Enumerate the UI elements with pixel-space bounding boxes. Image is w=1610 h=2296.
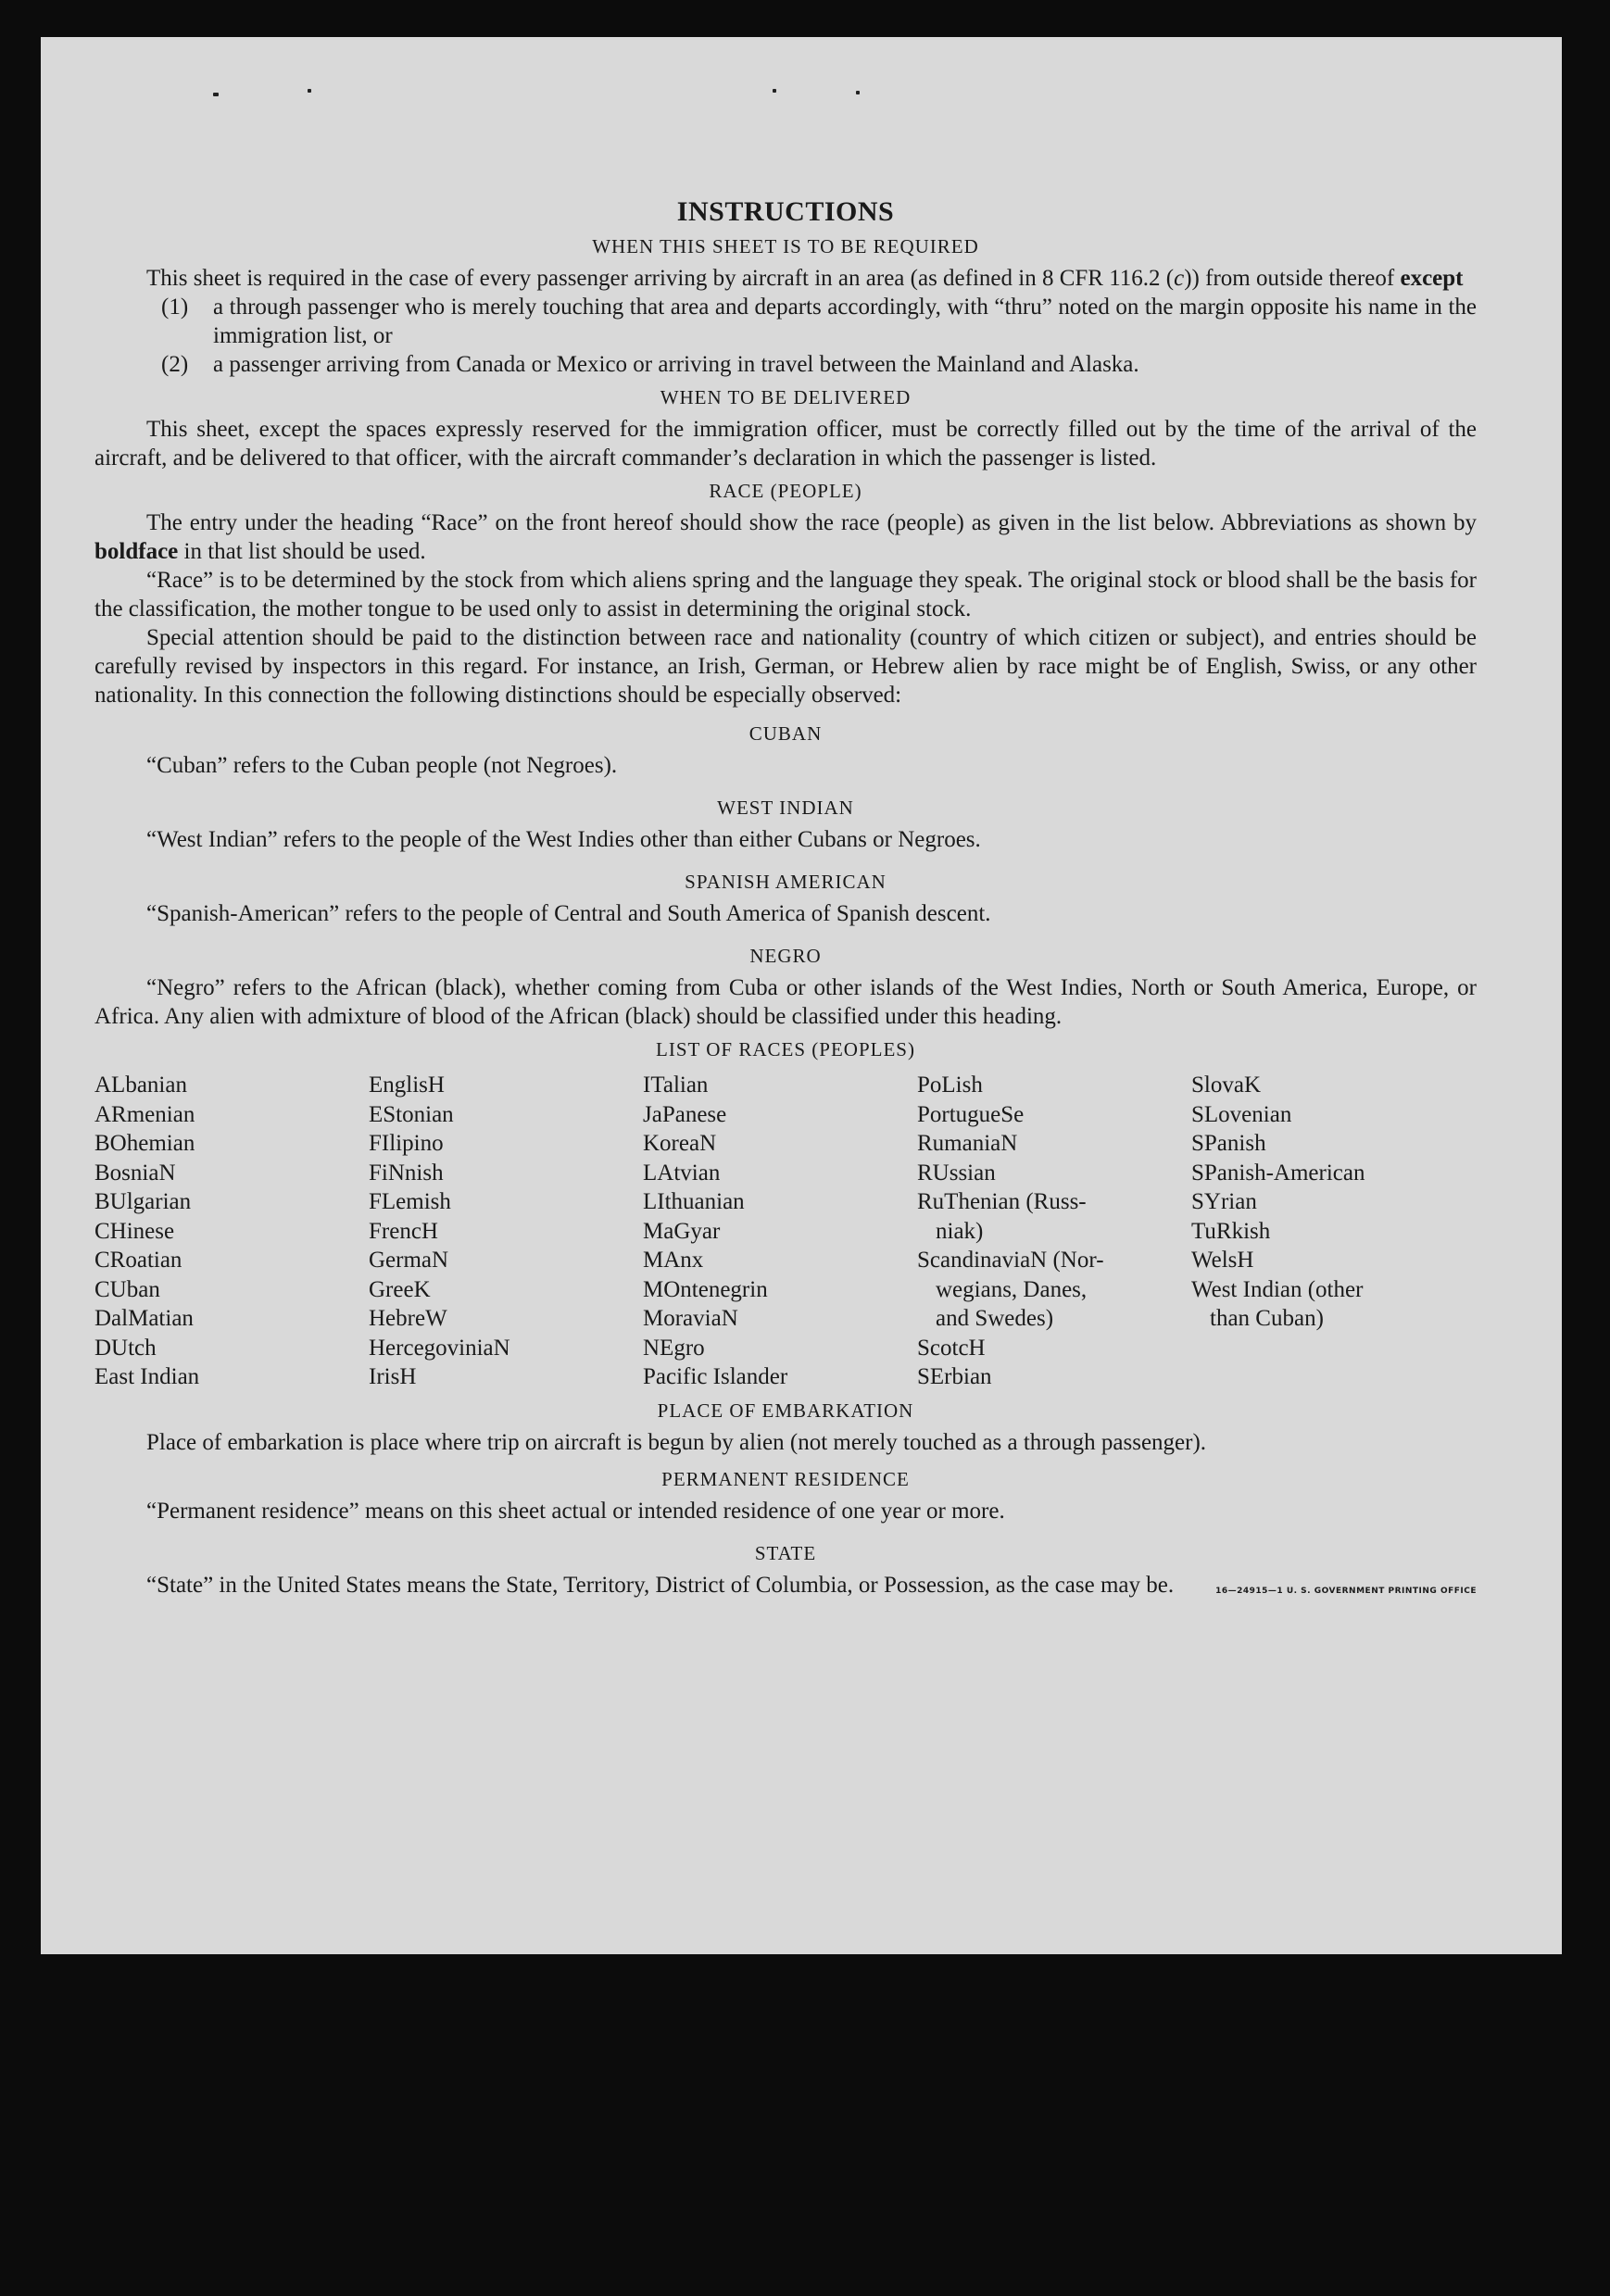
required-paragraph: This sheet is required in the case of every passenger arriving by aircraft in an area (as defined in 8 CFR 116.2 (c)) from outside thereof except [146, 266, 1464, 291]
race-entry: FIlipino [369, 1131, 444, 1156]
race-entry: DalMatian [94, 1306, 194, 1331]
section-heading-required: WHEN THIS SHEET IS TO BE REQUIRED [592, 235, 979, 257]
race-entry: BosniaN [94, 1160, 176, 1186]
west-indian-paragraph: “West Indian” refers to the people of the West Indies other than either Cubans or Negroes. [146, 827, 981, 852]
race-entry: SPanish-American [1191, 1160, 1365, 1186]
race-entry: IrisH [369, 1364, 417, 1389]
race-entry: EnglisH [369, 1073, 445, 1098]
race-entry: BUlgarian [94, 1189, 192, 1214]
race-entry: LAtvian [643, 1160, 721, 1186]
speck-mark [856, 91, 860, 94]
section-heading-embarkation: PLACE OF EMBARKATION [657, 1399, 914, 1422]
race-entry: NEgro [643, 1335, 705, 1361]
instruction-sheet [41, 37, 1562, 1954]
race-entry: WelsH [1191, 1248, 1254, 1273]
spanish-american-paragraph: “Spanish-American” refers to the people of Central and South America of Spanish descent. [146, 901, 991, 926]
race-entry: DUtch [94, 1335, 157, 1361]
race-entry: PortugueSe [917, 1101, 1025, 1127]
races-column-3 [643, 1071, 917, 1392]
race-entry: niak) [936, 1218, 984, 1244]
race-entry: ALbanian [94, 1073, 187, 1098]
race-entry: than Cuban) [1210, 1306, 1324, 1331]
race-entry: MoraviaN [643, 1306, 738, 1331]
race-entry: MAnx [643, 1248, 704, 1273]
section-heading-cuban: CUBAN [748, 722, 823, 745]
section-heading-delivered: WHEN TO BE DELIVERED [660, 386, 912, 408]
race-entry: CRoatian [94, 1248, 182, 1273]
race-entry: wegians, Danes, [936, 1276, 1088, 1302]
race-entry: RuThenian (Russ- [917, 1189, 1087, 1214]
race-entry: JaPanese [643, 1101, 727, 1127]
section-heading-negro: NEGRO [749, 945, 822, 967]
race-entry: FiNnish [369, 1160, 444, 1186]
race-entry: KoreaN [643, 1131, 717, 1156]
printing-office-code: 16—24915—1 U. S. GOVERNMENT PRINTING OFFICE [1215, 1586, 1477, 1596]
race-entry: ARmenian [94, 1101, 195, 1127]
race-entry: RUssian [917, 1160, 996, 1186]
race-entry: MaGyar [643, 1218, 721, 1244]
race-entry: TuRkish [1191, 1218, 1271, 1244]
exception-item-2: (2) a passenger arriving from Canada or Mexico or arriving in travel between the Mainland and Alaska. [161, 352, 1139, 377]
race-entry: CUban [94, 1276, 160, 1302]
race-entry: West Indian (other [1191, 1276, 1364, 1302]
delivered-paragraph: This sheet, except the spaces expressly reserved for the immigration officer, must be correctly filled out by the time of the arrival of the aircraft, and be delivered to that officer, with the aircraft commander’s declaration in which the passenger is listed. [94, 417, 1477, 470]
race-entry: MOntenegrin [643, 1276, 768, 1302]
speck-mark [308, 89, 311, 93]
race-entry: ITalian [643, 1073, 709, 1098]
race-entry: ScandinaviaN (Nor- [917, 1248, 1104, 1273]
race-entry: GermaN [369, 1248, 449, 1273]
races-column-1 [94, 1071, 369, 1392]
race-entry: PoLish [917, 1073, 983, 1098]
races-column-2 [369, 1071, 643, 1392]
race-paragraph-2: “Race” is to be determined by the stock from which aliens spring and the language they speak. The original stock or blood shall be the basis for the classification, the mother tongue to be used only to assist in determining the original stock. [94, 568, 1477, 621]
race-entry: SLovenian [1191, 1101, 1292, 1127]
residence-paragraph: “Permanent residence” means on this sheet actual or intended residence of one year or more. [146, 1498, 1005, 1524]
race-paragraph-3: Special attention should be paid to the distinction between race and nationality (country of which citizen or subject), and entries should be carefully revised by inspectors in this regard. For instance, an Irish, German, or Hebrew alien by race might be of English, Swiss, or any other nationality. In this connection the following distinctions should be especially observed: [94, 625, 1477, 708]
section-heading-spanish-american: SPANISH AMERICAN [685, 871, 887, 893]
section-heading-races-list: LIST OF RACES (PEOPLES) [656, 1038, 915, 1060]
section-heading-residence: PERMANENT RESIDENCE [661, 1467, 910, 1490]
race-entry: and Swedes) [936, 1306, 1054, 1331]
race-entry: ScotcH [917, 1335, 986, 1361]
races-column-4 [917, 1071, 1191, 1392]
embarkation-paragraph: Place of embarkation is place where trip on aircraft is begun by alien (not merely touched as a through passenger). [146, 1429, 1207, 1455]
page-title: INSTRUCTIONS [676, 196, 895, 227]
race-entry: HercegoviniaN [369, 1335, 510, 1361]
race-entry: EStonian [369, 1101, 454, 1127]
race-entry: HebreW [369, 1306, 447, 1331]
race-entry: GreeK [369, 1276, 431, 1302]
speck-mark [773, 89, 776, 93]
race-entry: FLemish [369, 1189, 451, 1214]
race-entry: RumaniaN [917, 1131, 1018, 1156]
race-entry: SErbian [917, 1364, 992, 1389]
section-heading-west-indian: WEST INDIAN [717, 797, 854, 819]
race-entry: LIthuanian [643, 1189, 745, 1214]
section-heading-race: RACE (PEOPLE) [709, 480, 862, 502]
race-entry: SPanish [1191, 1131, 1266, 1156]
races-column-5 [1191, 1071, 1432, 1392]
speck-mark [213, 93, 219, 96]
race-entry: Pacific Islander [643, 1364, 788, 1389]
race-entry: East Indian [94, 1364, 200, 1389]
races-list [94, 1071, 1477, 1392]
cuban-paragraph: “Cuban” refers to the Cuban people (not Negroes). [146, 753, 618, 778]
exception-item-1: (1) a through passenger who is merely touching that area and departs accordingly, with “thru” noted on the margin opposite his name in the immigration list, or [161, 295, 1477, 348]
race-entry: BOhemian [94, 1131, 195, 1156]
race-paragraph-1: The entry under the heading “Race” on the front hereof should show the race (people) as given in the list below. Abbreviations as shown by boldface in that list should be used. [94, 510, 1477, 564]
race-entry: SYrian [1191, 1189, 1257, 1214]
race-entry: FrencH [369, 1218, 438, 1244]
section-heading-state: STATE [754, 1541, 817, 1564]
race-entry: CHinese [94, 1218, 175, 1244]
race-entry: SlovaK [1191, 1073, 1261, 1098]
state-paragraph: “State” in the United States means the State, Territory, District of Columbia, or Possession, as the case may be. [146, 1572, 1175, 1598]
negro-paragraph: “Negro” refers to the African (black), whether coming from Cuba or other islands of the West Indies, North or South America, Europe, or Africa. Any alien with admixture of blood of the African (black) should be classified under this heading. [94, 975, 1477, 1029]
